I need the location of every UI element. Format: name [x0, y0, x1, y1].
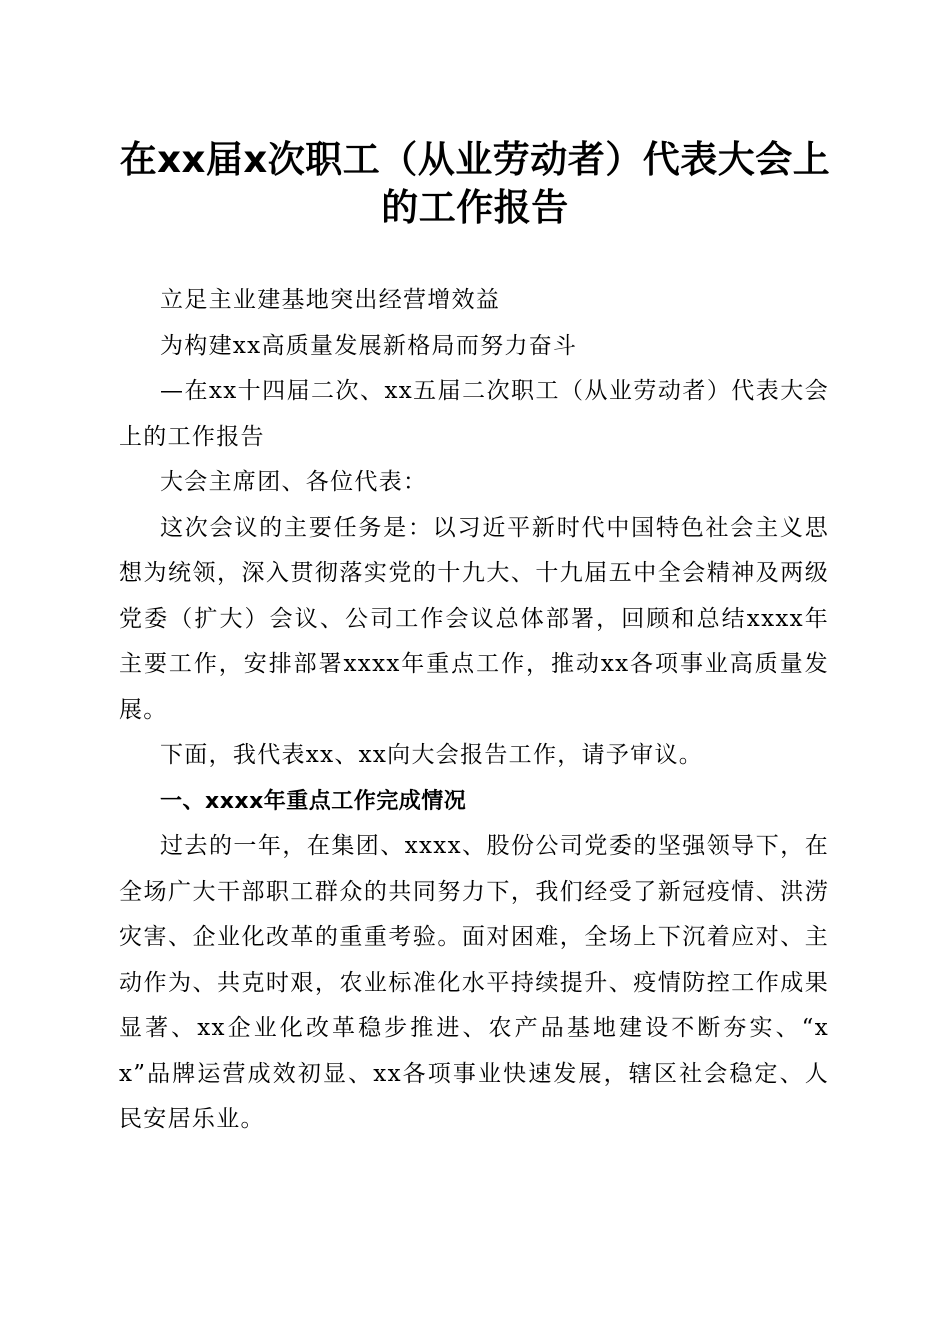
section-heading-1: 一、xxxx年重点工作完成情况 [160, 788, 467, 814]
subtitle-2: 为构建xx高质量发展新格局而努力奋斗 [160, 332, 578, 359]
document-body [119, 278, 829, 1143]
subtitle-3: —在xx十四届二次、xx五届二次职工（从业劳动者）代表大会上的工作报告 [119, 378, 829, 450]
title-line-1: 在xx届x次职工（从业劳动者）代表大会上 [119, 138, 831, 181]
subtitle-1: 立足主业建基地突出经营增效益 [160, 287, 501, 313]
paragraph-main-task: 这次会议的主要任务是：以习近平新时代中国特色社会主义思想为统领，深入贯彻落实党的十九大、十九届五中全会精神及两级党委（扩大）会议、公司工作会议总体部署，回顾和总结xxxx年主要工作，安排部署xxxx年重点工作，推动xx各项事业高质量发展。 [119, 514, 829, 723]
title-line-2: 的工作报告 [381, 186, 569, 229]
document-title [100, 136, 850, 232]
paragraph-report-intro: 下面，我代表xx、xx向大会报告工作，请予审议。 [160, 742, 704, 768]
paragraph-past-year: 过去的一年，在集团、xxxx、股份公司党委的坚强领导下，在全场广大干部职工群众的共同努力下，我们经受了新冠疫情、洪涝灾害、企业化改革的重重考验。面对困难，全场上下沉着应对、主动作为、共克时艰，农业标准化水平持续提升、疫情防控工作成果显著、xx企业化改革稳步推进、农产品基地建设不断夯实、“xx”品牌运营成效初显、xx各项事业快速发展，辖区社会稳定、人民安居乐业。 [119, 833, 829, 1132]
salutation: 大会主席团、各位代表： [160, 469, 428, 495]
